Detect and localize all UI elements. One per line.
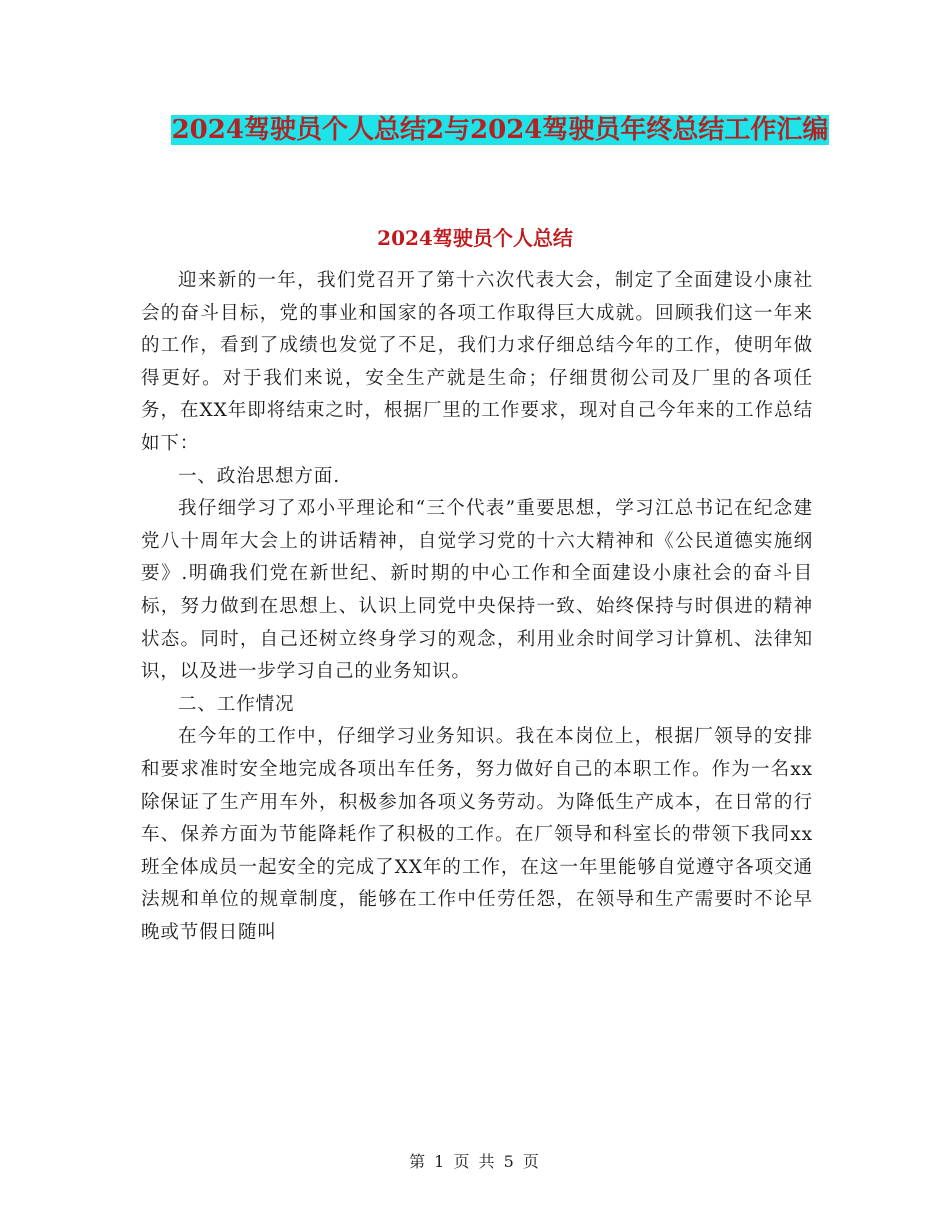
paragraph-work-situation: 在今年的工作中，仔细学习业务知识。我在本岗位上，根据厂领导的安排和要求准时安全地完成各项出车任务，努力做好自己的本职工作。作为一名xx除保证了生产用车外，积极参加各项义务劳动。为降低生产成本，在日常的行车、保养方面为节能降耗作了积极的工作。在厂领导和科室长的带领下我同xx班全体成员一起安全的完成了XX年的工作，在这一年里能够自觉遵守各项交通法规和单位的规章制度，能够在工作中任劳任怨，在领导和生产需要时不论早晚或节假日随叫 (141, 726, 813, 943)
page-footer: 第 1 页 共 5 页 (409, 1152, 541, 1171)
heading-work-situation: 二、工作情况 (178, 693, 295, 715)
paragraph-intro: 迎来新的一年，我们党召开了第十六次代表大会，制定了全面建设小康社会的奋斗目标，党的事业和国家的各项工作取得巨大成就。回顾我们这一年来的工作，看到了成绩也发觉了不足，我们力求仔细总结今年的工作，使明年做得更好。对于我们来说，安全生产就是生命；仔细贯彻公司及厂里的各项任务，在XX年即将结束之时，根据厂里的工作要求，现对自己今年来的工作总结如下： (141, 270, 813, 454)
paragraph-political-thought: 我仔细学习了邓小平理论和“三个代表”重要思想，学习江总书记在纪念建党八十周年大会上的讲话精神，自觉学习党的十六大精神和《公民道德实施纲要》.明确我们党在新世纪、新时期的中心工作和全面建设小康社会的奋斗目标，努力做到在思想上、认识上同党中央保持一致、始终保持与时俱进的精神状态。同时，自己还树立终身学习的观念，利用业余时间学习计算机、法律知识，以及进一步学习自己的业务知识。 (141, 498, 813, 683)
document-body (141, 265, 813, 949)
document-title-text: 2024驾驶员个人总结2与2024驾驶员年终总结工作汇编 (171, 115, 829, 145)
heading-political-thought: 一、政治思想方面. (178, 465, 340, 487)
document-title (140, 108, 860, 152)
section-title: 2024驾驶员个人总结 (377, 226, 573, 250)
